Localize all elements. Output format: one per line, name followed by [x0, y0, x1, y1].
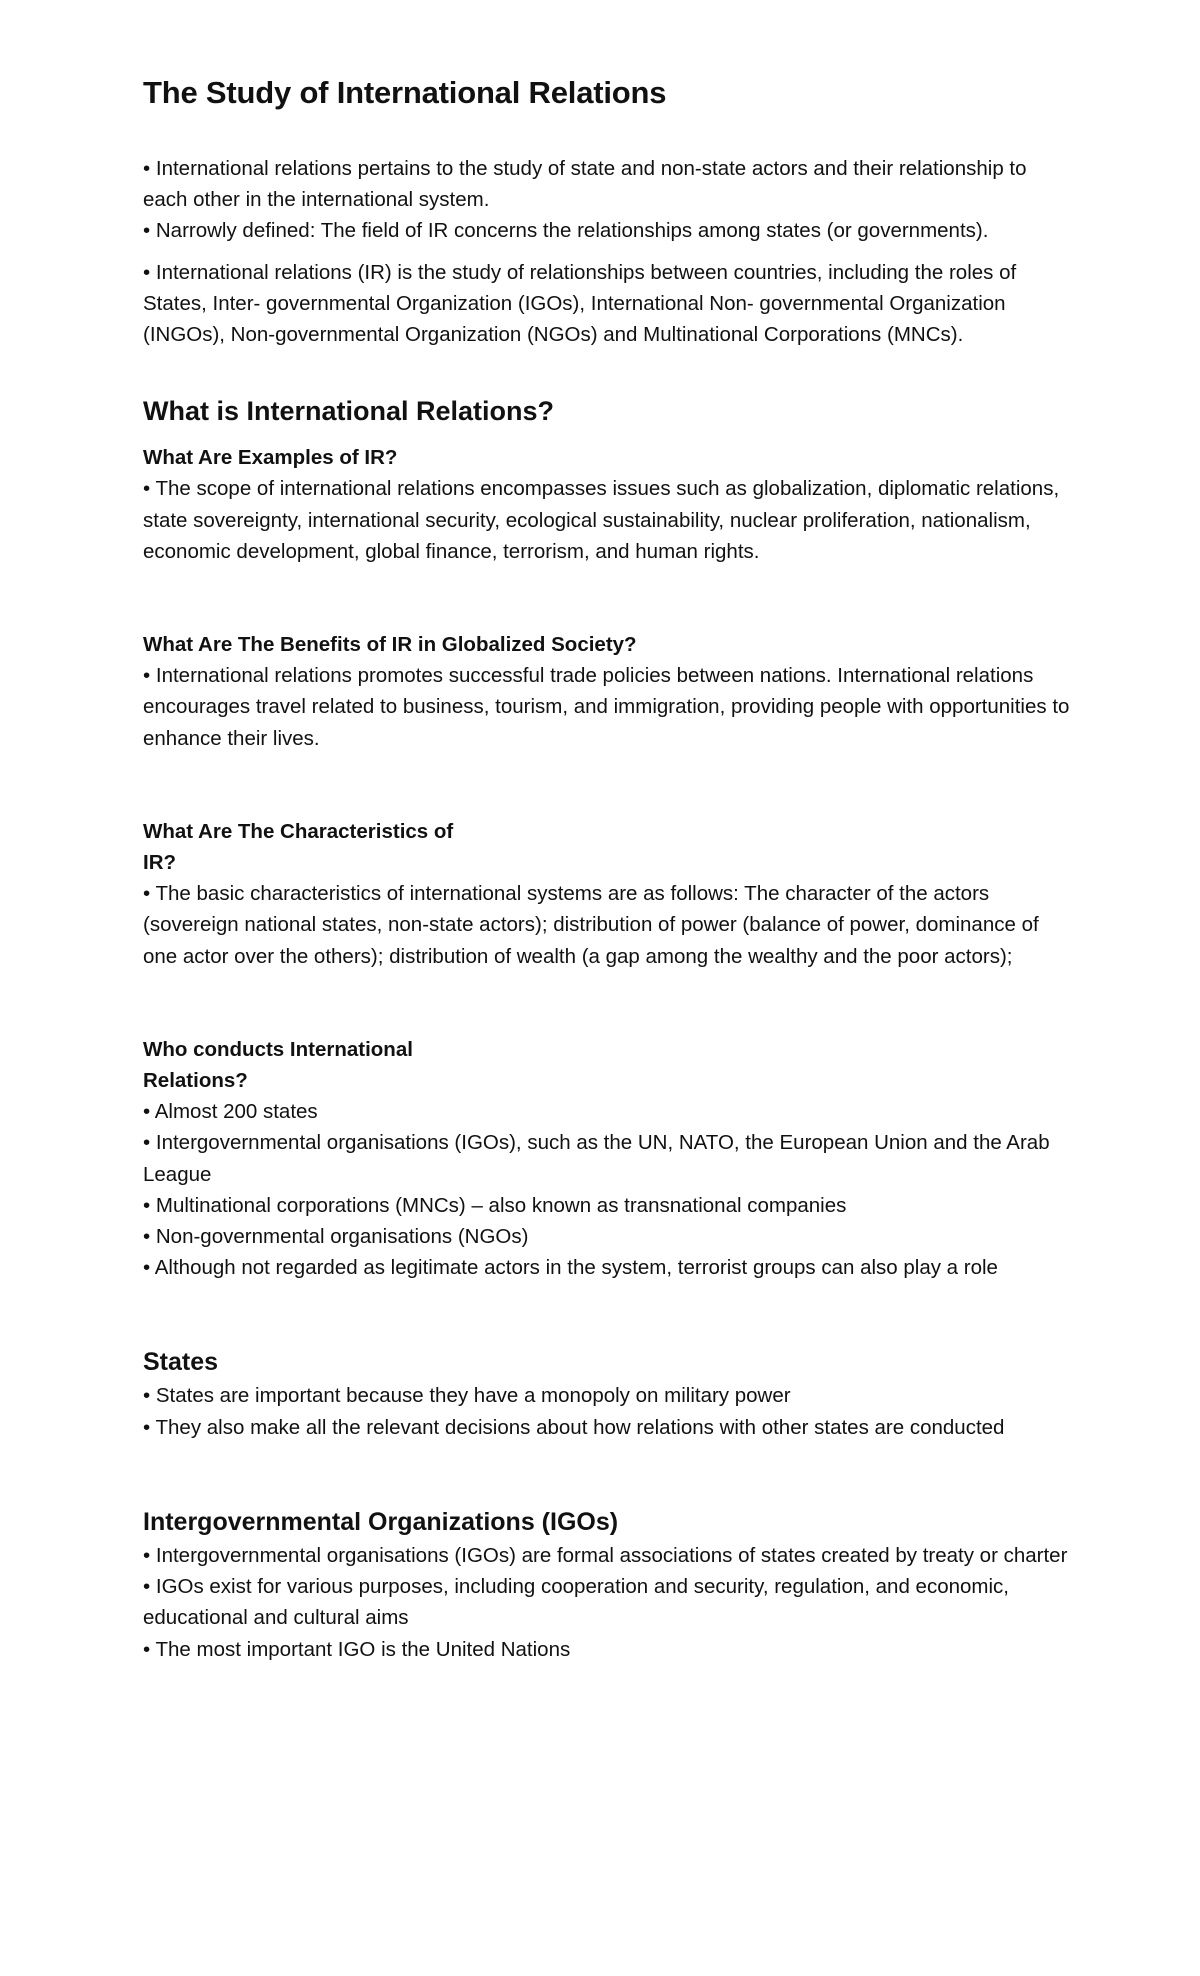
examples-text: • The scope of international relations encompasses issues such as globalization, diplomatic relations, state sovereignty, international security, ecological sustainability, nuclear proliferation, nationalism, economic development, global finance, terrorism, and human rights.	[143, 477, 1060, 563]
document-title: The Study of International Relations	[143, 75, 667, 110]
characteristics-heading-line-2: IR?	[143, 851, 177, 875]
intro-bullet-1: • International relations pertains to the study of state and non-state actors and their relationship to each other in the international system.	[143, 157, 1027, 212]
igos-item-1: • Intergovernmental organisations (IGOs) are formal associations of states created by treaty or charter	[143, 1543, 1068, 1567]
who-conducts-heading-line-1: Who conducts International	[143, 1037, 413, 1061]
who-item-1: • Almost 200 states	[143, 1100, 318, 1124]
benefits-text: • International relations promotes successful trade policies between nations. International relations encourages travel related to business, tourism, and immigration, providing people with opportunities to enhance their lives.	[143, 664, 1070, 750]
who-conducts-heading-line-2: Relations?	[143, 1069, 248, 1093]
who-item-5: • Although not regarded as legitimate actors in the system, terrorist groups can also play a role	[143, 1256, 998, 1280]
who-conducts-heading	[143, 1034, 1073, 1096]
intro-bullet-2: • Narrowly defined: The field of IR concerns the relationships among states (or governments).	[143, 219, 989, 243]
intro-bullet-3: • International relations (IR) is the study of relationships between countries, including the roles of States, Inter- governmental Organization (IGOs), International Non- governmental Organization (INGOs), Non-governmental Organization (NGOs) and Multinational Corporations (MNCs).	[143, 260, 1017, 347]
states-item-1: • States are important because they have a monopoly on military power	[143, 1384, 791, 1408]
section-heading-states: States	[143, 1348, 219, 1377]
characteristics-heading	[143, 816, 1073, 878]
igos-item-3: • The most important IGO is the United Nations	[143, 1637, 571, 1661]
who-item-3: • Multinational corporations (MNCs) – also known as transnational companies	[143, 1193, 847, 1217]
states-item-2: • They also make all the relevant decisions about how relations with other states are conducted	[143, 1415, 1005, 1439]
document-page	[143, 72, 1073, 1665]
benefits-heading: What Are The Benefits of IR in Globalized Society?	[143, 633, 637, 657]
igos-item-2: • IGOs exist for various purposes, including cooperation and security, regulation, and economic, educational and cultural aims	[143, 1575, 1009, 1630]
who-item-2: • Intergovernmental organisations (IGOs), such as the UN, NATO, the European Union and the Arab League	[143, 1131, 1050, 1186]
who-item-4: • Non-governmental organisations (NGOs)	[143, 1225, 529, 1249]
section-heading-what-is-ir: What is International Relations?	[143, 396, 555, 427]
characteristics-heading-line-1: What Are The Characteristics of	[143, 819, 454, 843]
examples-heading: What Are Examples of IR?	[143, 446, 398, 470]
section-heading-igos: Intergovernmental Organizations (IGOs)	[143, 1507, 619, 1536]
characteristics-text: • The basic characteristics of international systems are as follows: The character of the actors (sovereign national states, non-state actors); distribution of power (balance of power, dominance of one actor over the others); distribution of wealth (a gap among the wealthy and the poor actors);	[143, 882, 1039, 968]
